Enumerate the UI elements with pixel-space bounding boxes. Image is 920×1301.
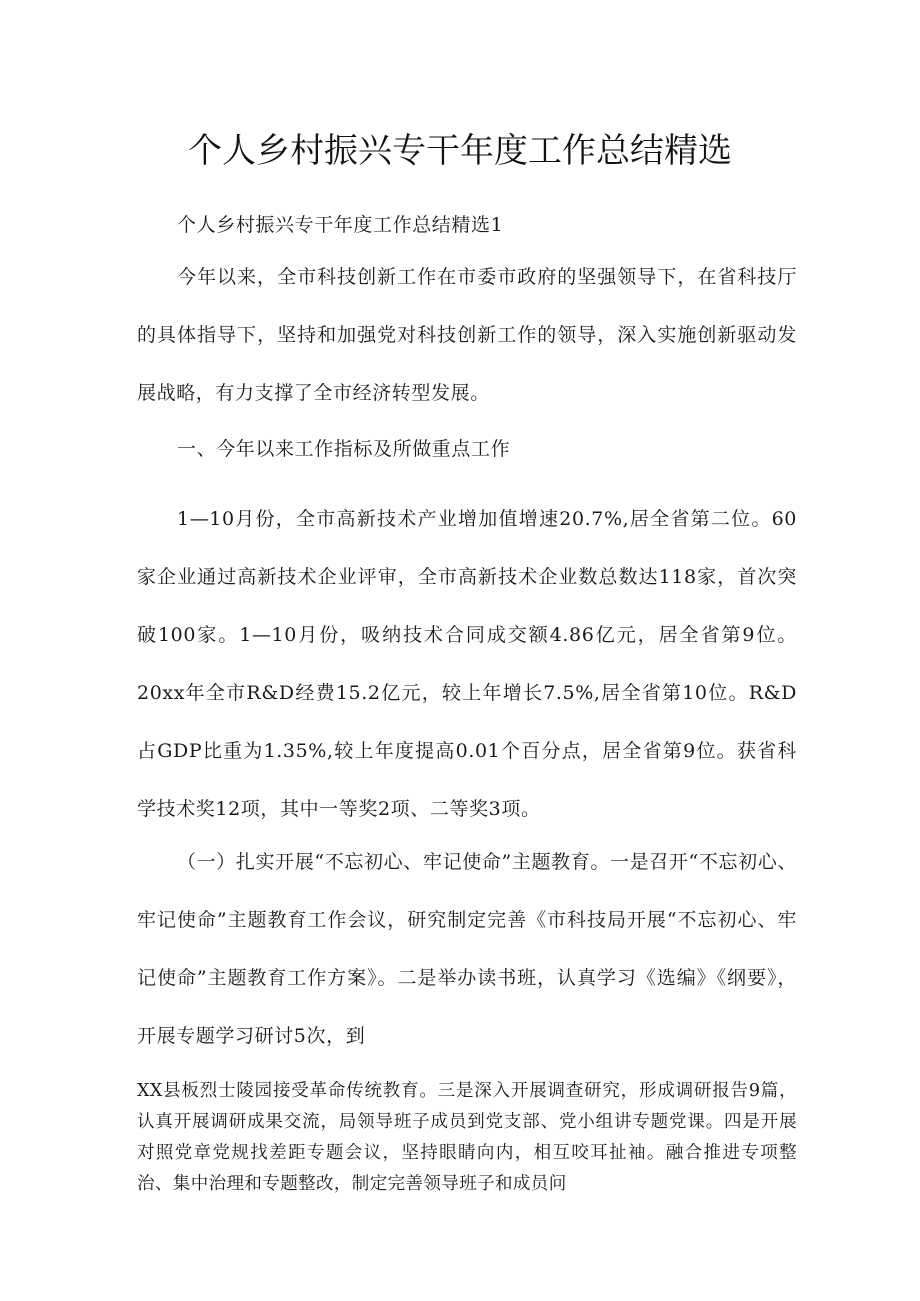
document-subtitle: 个人乡村振兴专干年度工作总结精选1 [177,214,504,236]
section-heading: 一、今年以来工作指标及所做重点工作 [177,438,511,460]
paragraph-stats: 1—10月份，全市高新技术产业增加值增速20.7%,居全省第二位。60家企业通过高新技术企业评审，全市高新技术企业数总数达118家，首次突破100家。1—10月份，吸纳技术合同成交额4.86亿元，居全省第9位。20xx年全市R&D经费15.2亿元，较上年增长7.5%,居全省第10位。R&D占GDP比重为1.35%,较上年度提高0.01个百分点，居全省第9位。获省科学技术奖12项，其中一等奖2项、二等奖3项。 [137,508,797,820]
paragraph-continuation: XX县板烈士陵园接受革命传统教育。三是深入开展调查研究，形成调研报告9篇，认真开展调研成果交流，局领导班子成员到党支部、党小组讲专题党课。四是开展对照党章党规找差距专题会议，坚持眼睛向内，相互咬耳扯袖。融合推进专项整治、集中治理和专题整改，制定完善领导班子和成员问 [137,1081,797,1194]
document-title: 个人乡村振兴专干年度工作总结精选 [188,131,732,171]
paragraph-intro: 今年以来，全市科技创新工作在市委市政府的坚强领导下，在省科技厅的具体指导下，坚持和加强党对科技创新工作的领导，深入实施创新驱动发展战略，有力支撑了全市经济转型发展。 [137,266,797,404]
paragraph-section-one: （一）扎实开展“不忘初心、牢记使命”主题教育。一是召开“不忘初心、牢记使命”主题教育工作会议，研究制定完善《市科技局开展“不忘初心、牢记使命”主题教育工作方案》。二是举办读书班，认真学习《选编》《纲要》，开展专题学习研讨5次，到 [137,851,797,1047]
